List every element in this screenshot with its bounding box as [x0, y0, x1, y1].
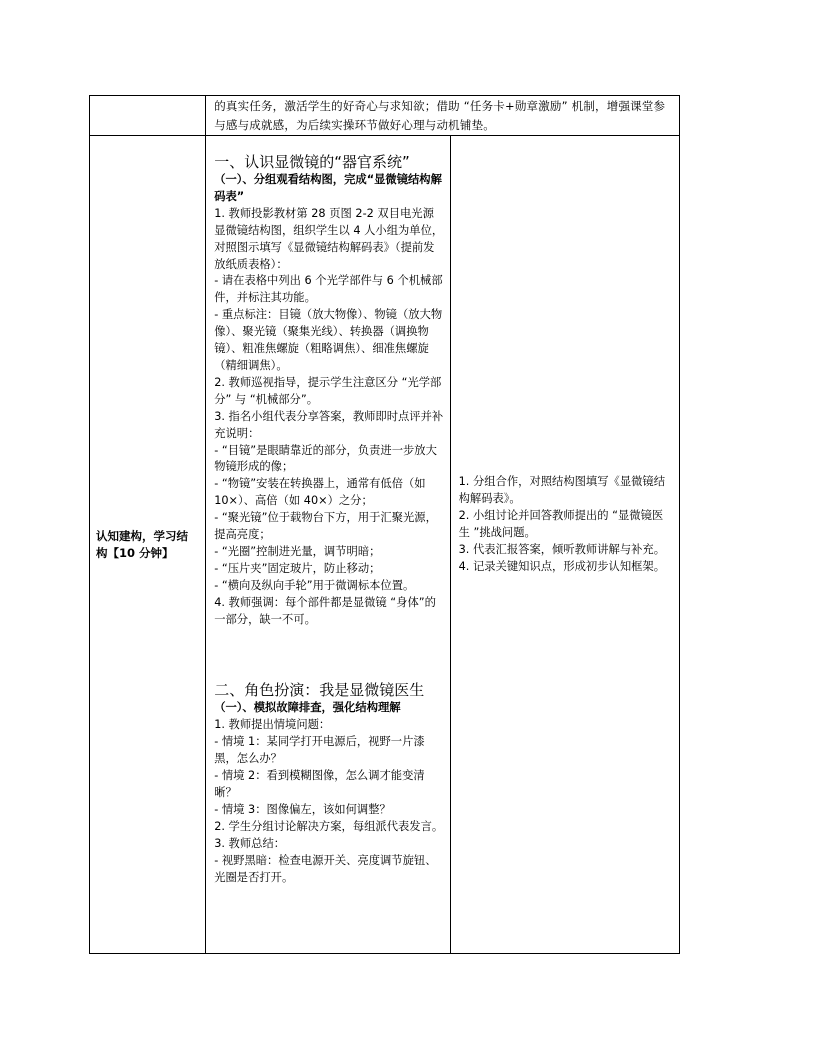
section1-line: - 请在表格中列出 6 个光学部件与 6 个机械部件，并标注其功能。 [214, 274, 443, 305]
stage-label: 认知建构，学习结构【10 分钟】 [96, 528, 188, 560]
section1-line: - “目镜”是眼睛靠近的部分，负责进一步放大物镜形成的像； [214, 443, 437, 474]
student-line: 4. 记录关键知识点，形成初步认知框架。 [458, 560, 666, 573]
section1-line: 1. 教师投影教材第 28 页图 2-2 双目电光源显微镜结构图，组织学生以 4 人小组为单位，对照图示填写《显微镜结构解码表》（提前发放纸质表格）： [214, 206, 444, 271]
section2-line: - 视野黑暗：检查电源开关、亮度调节旋钮、光圈是否打开。 [214, 853, 437, 884]
student-line: 3. 代表汇报答案，倾听教师讲解与补充。 [458, 543, 666, 556]
section2-line: - 情境 1：某同学打开电源后，视野一片漆黑，怎么办？ [214, 735, 425, 766]
section1-line: 3. 指名小组代表分享答案，教师即时点评并补充说明： [214, 409, 444, 440]
section1-lines [214, 206, 443, 629]
intro-stage-cell [90, 96, 206, 136]
stage-cell [90, 136, 206, 954]
section2-lines [214, 717, 443, 886]
intro-text-cell [206, 96, 680, 136]
section1-title: 一、认识显微镜的“器官系统” [214, 153, 410, 171]
section2-subtitle: （一）、模拟故障排查，强化结构理解 [214, 701, 401, 715]
student-line: 1. 分组合作，对照结构图填写《显微镜结构解码表》。 [458, 475, 666, 505]
section1-line: 4. 教师强调：每个部件都是显微镜 “身体”的一部分，缺一不可。 [214, 595, 436, 626]
student-line: 2. 小组讨论并回答教师提出的 “显微镜医生 ”挑战问题。 [458, 509, 664, 539]
table-row-main [90, 136, 680, 954]
section1-line: - “压片夹”固定玻片，防止移动； [214, 561, 381, 575]
student-activity-lines [459, 473, 673, 575]
student-activity-cell [450, 136, 679, 954]
teacher-activity-cell [206, 136, 450, 954]
section1-line: - “光圈”控制进光量，调节明暗； [214, 544, 381, 558]
intro-text: 的真实任务，激活学生的好奇心与求知欲；借助 “任务卡+勋章激励” 机制，增强课堂参与感与成就感，为后续实操环节做好心理与动机铺垫。 [214, 99, 666, 132]
section1-line: 2. 教师巡视指导，提示学生注意区分 “光学部分” 与 “机械部分”。 [214, 375, 442, 406]
section2-line: - 情境 2：看到模糊图像，怎么调才能变清晰？ [214, 769, 425, 799]
table-row-intro [90, 96, 680, 136]
lesson-plan-table [89, 95, 680, 954]
section1-line: - “横向及纵向手轮”用于微调标本位置。 [214, 578, 415, 592]
section2-title: 二、角色扮演：我是显微镜医生 [214, 681, 425, 700]
section2-line: 3. 教师总结： [214, 836, 286, 850]
section1-subtitle: （一）、分组观看结构图，完成“显微镜结构解码表” [214, 173, 442, 203]
section1-line: - “聚光镜”位于载物台下方，用于汇聚光源，提高亮度； [214, 511, 437, 542]
section1-line: - “物镜”安装在转换器上，通常有低倍（如 10×）、高倍（如 40×）之分； [214, 477, 426, 508]
section2-line: - 情境 3：图像偏左，该如何调整？ [214, 802, 391, 816]
section2-line: 2. 学生分组讨论解决方案，每组派代表发言。 [214, 819, 444, 833]
section2-line: 1. 教师提出情境问题： [214, 718, 331, 732]
section1-line: - 重点标注：目镜（放大物像）、物镜（放大物像）、聚光镜（聚集光线）、转换器（调换物镜）、粗准焦螺旋（粗略调焦）、细准焦螺旋（精细调焦）。 [214, 308, 443, 372]
